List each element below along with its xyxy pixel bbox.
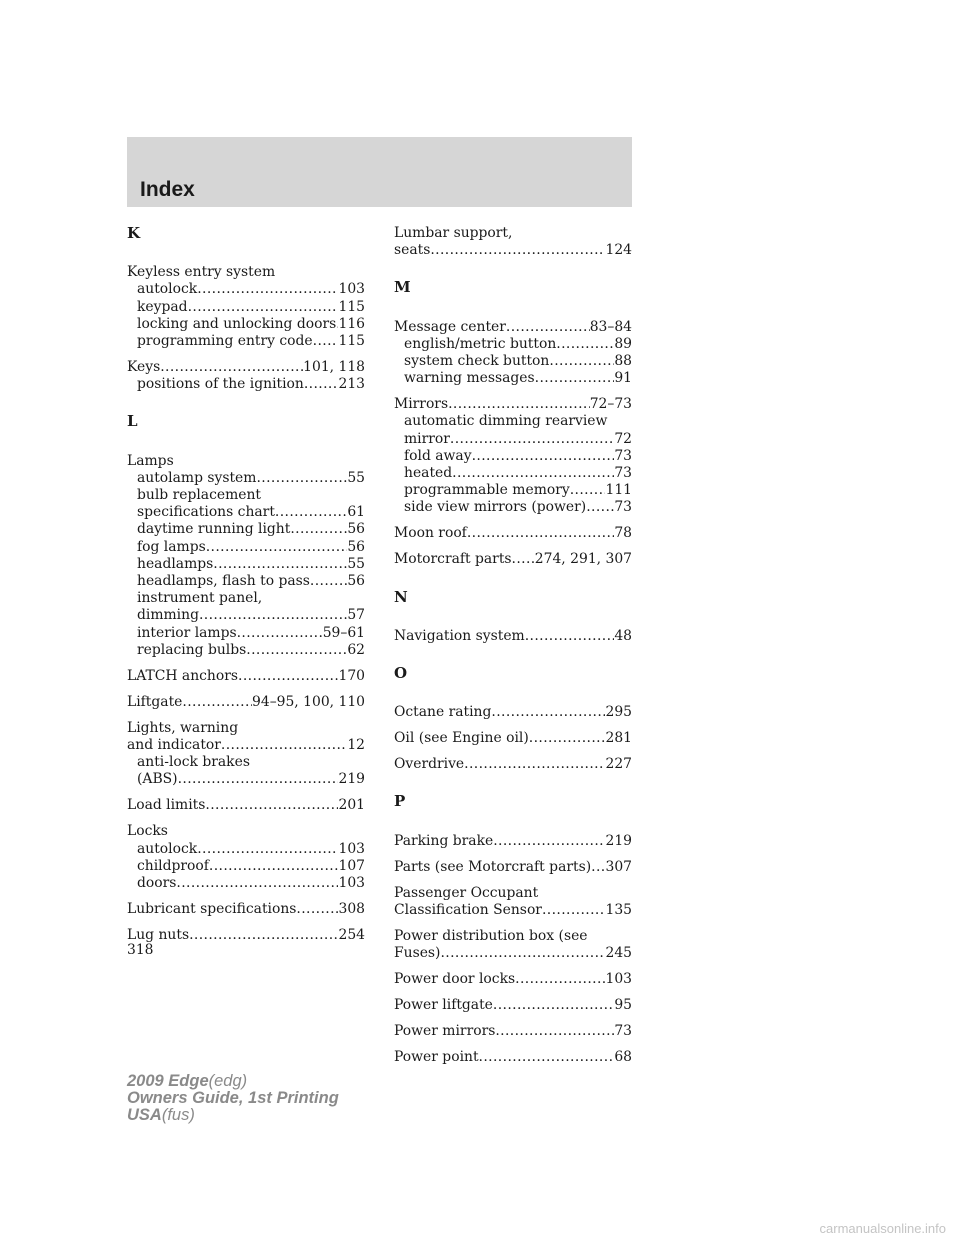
entry-page: 245 [605, 945, 632, 962]
entry-text: fog lamps [137, 538, 206, 555]
entry-page: 72 [614, 430, 632, 447]
entry-text: Message center [394, 318, 506, 335]
entry-page: 55 [347, 555, 365, 572]
entry-text: warning messages [404, 370, 535, 387]
entry-text: Navigation system [394, 627, 525, 644]
entry-text: programming entry code [137, 333, 313, 350]
entry-page: 201 [338, 797, 365, 814]
entry-text: anti-lock brakes [137, 754, 250, 771]
entry-page: 95 [614, 997, 632, 1014]
entry-text: english/metric button [404, 335, 557, 352]
entry-page: 308 [338, 901, 365, 918]
leader-dots [188, 299, 339, 316]
index-entry [394, 525, 632, 542]
index-entry [127, 359, 365, 393]
entry-text: instrument panel, [137, 590, 263, 607]
index-entry [127, 823, 365, 892]
index-column-right [394, 225, 632, 1075]
index-subentry-line [127, 299, 365, 316]
entry-text: childproof [137, 857, 209, 874]
section-letter: K [127, 224, 141, 242]
index-entry [394, 319, 632, 388]
leader-dots [512, 551, 535, 568]
entry-page: 227 [605, 756, 632, 773]
index-entry-line [127, 737, 365, 754]
entry-page: 115 [338, 333, 365, 350]
index-subentry-line [127, 281, 365, 298]
leader-dots [209, 858, 339, 875]
index-subentry-line [394, 413, 632, 430]
entry-text: Power mirrors [394, 1023, 496, 1040]
entry-text: Power point [394, 1049, 479, 1066]
entry-text: side view mirrors (power) [404, 499, 587, 516]
index-entry-line [394, 319, 632, 336]
leader-dots [556, 336, 614, 353]
entry-page: 94–95, 100, 110 [252, 693, 365, 710]
entry-page: 295 [605, 704, 632, 721]
index-subentry-line [127, 487, 365, 504]
leader-dots [213, 556, 347, 573]
index-entry [394, 704, 632, 721]
leader-dots [452, 465, 614, 482]
index-subentry-line [127, 376, 365, 393]
entry-page: 281 [605, 730, 632, 747]
entry-page: 55 [347, 469, 365, 486]
index-entry-line [394, 859, 632, 876]
leader-dots [535, 370, 615, 387]
index-entry [394, 628, 632, 645]
entry-text: LATCH anchors [127, 667, 239, 684]
page-title: Index [140, 178, 195, 201]
index-entry-line [394, 1023, 632, 1040]
index-entry-line [127, 927, 365, 944]
leader-dots [493, 833, 605, 850]
entry-text: seats [394, 242, 431, 259]
entry-text: Parking brake [394, 832, 494, 849]
index-entry [394, 971, 632, 988]
index-entry [394, 756, 632, 773]
entry-page: 103 [338, 875, 365, 892]
index-entry-line [394, 997, 632, 1014]
index-entry [394, 551, 632, 568]
index-entry [394, 833, 632, 850]
index-subentry-line [127, 470, 365, 487]
index-entry-line [394, 628, 632, 645]
entry-page: 59–61 [322, 624, 365, 641]
index-entry [394, 396, 632, 516]
index-subentry-line [127, 316, 365, 333]
entry-text: fold away [404, 447, 472, 464]
leader-dots [570, 482, 606, 499]
entry-page: 254 [338, 927, 365, 944]
index-subentry-line [394, 465, 632, 482]
leader-dots [304, 376, 339, 393]
index-entry [127, 720, 365, 789]
entry-text: Locks [127, 823, 168, 840]
index-subentry-line [394, 499, 632, 516]
leader-dots [221, 737, 347, 754]
index-subentry-line [127, 858, 365, 875]
entry-text: autolock [137, 281, 198, 298]
leader-dots [238, 668, 338, 685]
index-subentry-line [127, 590, 365, 607]
index-entry [127, 668, 365, 685]
index-entry [394, 885, 632, 919]
index-entry-line [394, 551, 632, 568]
entry-text: Lights, warning [127, 719, 239, 736]
watermark: carmanualsonline.info [819, 1221, 946, 1236]
leader-dots [205, 797, 338, 814]
entry-text: Power door locks [394, 971, 516, 988]
leader-dots [529, 730, 606, 747]
entry-text: Moon roof [394, 525, 467, 542]
index-subentry-line [127, 333, 365, 350]
leader-dots [237, 625, 323, 642]
entry-page: 115 [338, 298, 365, 315]
leader-dots [448, 396, 590, 413]
leader-dots [176, 875, 338, 892]
index-subentry-line [127, 556, 365, 573]
entry-text: daytime running light [137, 521, 291, 538]
entry-page: 101, 118 [303, 359, 365, 376]
entry-page: 73 [614, 447, 632, 464]
index-subentry-line [394, 448, 632, 465]
index-entry-line [127, 264, 365, 281]
leader-dots [515, 971, 605, 988]
index-entry [127, 797, 365, 814]
section-letter: N [394, 587, 408, 606]
leader-dots [440, 945, 605, 962]
index-subentry-line [127, 607, 365, 624]
entry-text: Keys [127, 359, 161, 376]
entry-text: positions of the ignition [137, 376, 304, 393]
index-entry-line [127, 453, 365, 470]
index-entry-line [394, 704, 632, 721]
entry-text: Octane rating [394, 704, 492, 721]
index-subentry-line [127, 625, 365, 642]
entry-text: Lubricant specifications [127, 901, 297, 918]
entry-page: 83–84 [589, 318, 632, 335]
index-subentry-line [127, 504, 365, 521]
index-entry-line [127, 359, 365, 376]
entry-page: 73 [614, 499, 632, 516]
leader-dots [199, 607, 347, 624]
index-entry-line [127, 694, 365, 711]
index-entry [127, 901, 365, 918]
entry-page: 12 [347, 737, 365, 754]
leader-dots [591, 859, 605, 876]
leader-dots [197, 281, 338, 298]
index-subentry-line [127, 521, 365, 538]
index-entry [127, 694, 365, 711]
index-entry [127, 453, 365, 659]
leader-dots [246, 642, 347, 659]
leader-dots [479, 1049, 615, 1066]
index-entry [127, 927, 365, 944]
leader-dots [495, 1023, 614, 1040]
entry-text: Lug nuts [127, 927, 190, 944]
entry-text: Classification Sensor [394, 901, 542, 918]
leader-dots [178, 771, 339, 788]
entry-page: 213 [338, 376, 365, 393]
entry-page: 170 [338, 667, 365, 684]
footer-line-2: Owners Guide, 1st Printing [127, 1089, 339, 1107]
entry-text: Motorcraft parts [394, 551, 512, 568]
index-entry [394, 997, 632, 1014]
index-entry-line [394, 928, 632, 945]
entry-page: 73 [614, 1023, 632, 1040]
entry-page: 56 [347, 538, 365, 555]
leader-dots [182, 694, 252, 711]
entry-text: Lamps [127, 452, 174, 469]
index-subentry-line [394, 353, 632, 370]
index-entry-line [394, 1049, 632, 1066]
index-entry-line [394, 730, 632, 747]
entry-text: (ABS) [137, 771, 178, 788]
index-column-left [127, 225, 365, 953]
index-entry-line [394, 242, 632, 259]
entry-text: doors [137, 875, 177, 892]
index-entry-line [127, 823, 365, 840]
entry-text: Parts (see Motorcraft parts) [394, 858, 592, 875]
entry-text: headlamps [137, 555, 214, 572]
index-entry [394, 859, 632, 876]
entry-text: Overdrive [394, 756, 465, 773]
entry-page: 56 [347, 573, 365, 590]
entry-text: automatic dimming rearview [404, 413, 608, 430]
index-entry-line [394, 902, 632, 919]
footer-line-1: 2009 Edge(edg) [127, 1072, 248, 1090]
index-entry-line [127, 668, 365, 685]
index-entry [394, 225, 632, 259]
entry-text: dimming [137, 607, 199, 624]
index-subentry-line [394, 482, 632, 499]
entry-text: Fuses) [394, 945, 441, 962]
entry-text: Keyless entry system [127, 264, 276, 281]
index-subentry-line [394, 370, 632, 387]
index-entry-line [394, 945, 632, 962]
index-entry [394, 928, 632, 962]
leader-dots [525, 628, 615, 645]
index-entry [394, 1023, 632, 1040]
section-letter: L [127, 412, 138, 431]
index-subentry-line [127, 875, 365, 892]
entry-page: 91 [614, 370, 632, 387]
entry-text: Mirrors [394, 396, 449, 413]
entry-page: 89 [614, 335, 632, 352]
index-entry [394, 1049, 632, 1066]
entry-page: 73 [614, 465, 632, 482]
leader-dots [542, 902, 606, 919]
entry-page: 78 [614, 525, 632, 542]
index-entry-line [394, 525, 632, 542]
entry-page: 48 [614, 627, 632, 644]
entry-text: specifications chart [137, 504, 275, 521]
leader-dots [160, 359, 303, 376]
entry-page: 219 [338, 771, 365, 788]
index-subentry-line [127, 754, 365, 771]
index-entry-line [127, 720, 365, 737]
index-entry-line [394, 971, 632, 988]
leader-dots [472, 448, 615, 465]
entry-page: 88 [614, 353, 632, 370]
index-entry-line [394, 225, 632, 242]
index-subentry-line [127, 539, 365, 556]
index-entry-line [394, 756, 632, 773]
entry-text: locking and unlocking doors [137, 315, 337, 332]
index-entry-line [394, 833, 632, 850]
entry-page: 107 [338, 857, 365, 874]
entry-page: 103 [338, 281, 365, 298]
entry-page: 61 [347, 504, 365, 521]
entry-page: 135 [605, 901, 632, 918]
entry-text: Power liftgate [394, 997, 493, 1014]
footer [127, 1073, 339, 1124]
entry-text: Oil (see Engine oil) [394, 730, 529, 747]
entry-text: Passenger Occupant [394, 884, 539, 901]
entry-text: bulb replacement [137, 487, 261, 504]
leader-dots [450, 431, 614, 448]
index-entry-line [127, 901, 365, 918]
index-entry [394, 730, 632, 747]
entry-text: interior lamps [137, 624, 237, 641]
entry-text: Lumbar support, [394, 225, 513, 241]
entry-page: 111 [605, 482, 632, 499]
index-subentry-line [127, 642, 365, 659]
index-entry-line [394, 885, 632, 902]
leader-dots [467, 525, 614, 542]
leader-dots [256, 470, 347, 487]
index-subentry-line [127, 573, 365, 590]
leader-dots [493, 997, 614, 1014]
entry-page: 56 [347, 521, 365, 538]
entry-text: autolamp system [137, 469, 257, 486]
entry-page: 307 [605, 858, 632, 875]
section-letter: P [394, 792, 406, 811]
entry-page: 274, 291, 307 [534, 551, 632, 568]
leader-dots [430, 242, 605, 259]
entry-page: 124 [605, 242, 632, 259]
entry-text: keypad [137, 298, 188, 315]
entry-text: Liftgate [127, 693, 183, 710]
leader-dots [189, 927, 338, 944]
index-entry [127, 264, 365, 350]
entry-text: autolock [137, 840, 198, 857]
index-subentry-line [127, 771, 365, 788]
entry-text: Load limits [127, 797, 206, 814]
entry-text: replacing bulbs [137, 641, 247, 658]
entry-page: 62 [347, 641, 365, 658]
leader-dots [491, 704, 605, 721]
entry-page: 68 [614, 1049, 632, 1066]
entry-text: programmable memory [404, 482, 570, 499]
entry-text: Power distribution box (see [394, 927, 588, 944]
footer-line-3: USA(fus) [127, 1106, 195, 1124]
leader-dots [549, 353, 614, 370]
entry-page: 103 [605, 971, 632, 988]
leader-dots [275, 504, 347, 521]
index-subentry-line [127, 841, 365, 858]
entry-page: 57 [347, 607, 365, 624]
leader-dots [313, 333, 339, 350]
section-letter: O [394, 664, 408, 683]
leader-dots [206, 539, 348, 556]
entry-text: and indicator [127, 737, 221, 754]
entry-text: heated [404, 465, 453, 482]
index-subentry-line [394, 336, 632, 353]
leader-dots [506, 319, 590, 336]
header-band [127, 137, 632, 207]
entry-page: 103 [338, 840, 365, 857]
index-entry-line [394, 396, 632, 413]
entry-text: system check button [404, 353, 550, 370]
entry-page: 72–73 [589, 396, 632, 413]
entry-text: mirror [404, 430, 450, 447]
leader-dots [464, 756, 605, 773]
entry-text: headlamps, flash to pass [137, 573, 310, 590]
section-letter: M [394, 278, 411, 297]
page-number: 318 [127, 942, 154, 958]
leader-dots [290, 521, 347, 538]
leader-dots [197, 841, 338, 858]
leader-dots [586, 499, 614, 516]
entry-page: 219 [605, 832, 632, 849]
leader-dots [310, 573, 347, 590]
leader-dots [296, 901, 338, 918]
index-entry-line [127, 797, 365, 814]
index-subentry-line [394, 431, 632, 448]
entry-page: 116 [338, 315, 365, 332]
